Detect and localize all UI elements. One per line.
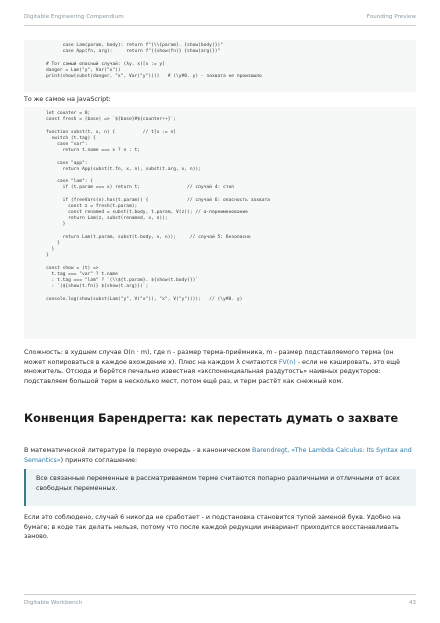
code-line: case "var":: [46, 141, 88, 147]
callout-text: Все связанные переменные в рассматриваемом терме считаются попарно различными и отличными от всех свободных переменных.: [36, 475, 400, 492]
code-line: case Lam(param, body): return f"(\\{param}. {show(body)})": [46, 43, 224, 48]
closing-paragraph: Если это соблюдено, случай 6 никогда не сработает - и подстановка становится тупой заменой букв. Удобно на бумаге; в коде так делать нельзя, потому что после каждой редукции инвариант приходится восстанавливать заново.: [24, 514, 401, 541]
code-line: const renamed = subst(t.body, t.param, V(z)); // α-переименование: [46, 210, 248, 215]
code-line: const fresh = (base) => `${base}#${counter++}`;: [46, 117, 176, 123]
barendregt-link[interactable]: Barendregt, «The Lambda Calculus: Its Syntax and Semantics»: [24, 447, 412, 464]
page-footer: [24, 600, 416, 606]
python-code-block: [24, 40, 416, 92]
code-line: return Lam(t.param, subst(t.body, x, n)); // случай 5: безопасно: [46, 234, 251, 240]
section-heading: Конвенция Барендрегта: как перестать думать о захвате: [24, 412, 399, 425]
code-line: case "lam": {: [46, 179, 94, 185]
code-line: switch (t.tag) {: [46, 135, 96, 141]
complexity-text-b: - если не кэшировать, это ещё множитель. Отсюда и берётся печально известная «экспоненциальная раздутость» наивных редукторов: подставляем большой терм в несколько мест, потом ещё раз, и терм растёт как снежный ком.: [24, 358, 401, 385]
code-line: if (t.param === x) return t; // случай 4: стоп: [46, 185, 235, 191]
code-line: console.log(show(subst(Lam("y", V("x")), "x", V("y")))); // (\y#0. y): [46, 296, 243, 302]
convention-text-b: ) принято соглашение:: [60, 456, 138, 464]
code-line: }: [46, 240, 60, 246]
convention-text-a: В математической литературе (в первую очередь - в каноническом: [24, 447, 253, 454]
convention-callout: [24, 469, 416, 506]
code-line: return Lam(z, subst(renamed, x, n));: [46, 216, 168, 222]
code-line: danger = Lam("y", Var("x")): [46, 67, 121, 73]
header-divider: [24, 25, 416, 26]
code-line: return t.name === x ? n : t;: [46, 148, 141, 154]
code-line: case App(fn, arg): return f"({show(fn)} {show(arg)})": [46, 49, 221, 55]
convention-paragraph: [24, 446, 416, 465]
code-line: : `(${show(t.fn)} ${show(t.arg)})`;: [46, 284, 149, 290]
code-line: }: [46, 253, 49, 259]
code-line: const z = fresh(t.param);: [46, 203, 138, 209]
javascript-code-block: [24, 107, 416, 339]
footer-left: Digitable Workbench: [24, 600, 83, 606]
code-line: }: [46, 247, 55, 253]
code-line: function subst(t, x, n) { // t[x := n]: [46, 129, 176, 135]
header-right: Founding Preview: [366, 14, 416, 20]
code-line: const show = (t) =>: [46, 265, 99, 271]
code-line: return App(subst(t.fn, x, n), subst(t.arg, x, n));: [46, 166, 201, 172]
code-line: let counter = 0;: [46, 111, 91, 116]
header-left: Digitable Engineering Compendium: [24, 14, 124, 20]
code-line: # Тот самый опасный случай: (λy. x)[x := y]: [46, 61, 165, 67]
code-line: if (freeVars(n).has(t.param)) { // случай 6: опасность захвата: [46, 197, 271, 203]
footer-divider: [24, 594, 416, 595]
code-line: print(show(subst(danger, "x", Var("y")))) # (\y#0. y) - захвата не произошло: [46, 73, 262, 79]
code-line: }: [46, 222, 66, 228]
js-intro: То же самое на JavaScript:: [24, 96, 111, 103]
complexity-text-a: Сложность: в худшем случае O(n · m), где n - размер терма-приёмника, m - размер подставляемого терма (он может копироваться в каждое вхождение x). Плюс на каждом λ считаются: [24, 349, 394, 366]
code-line: case "app":: [46, 160, 88, 166]
complexity-paragraph: [24, 348, 416, 386]
fv-inline-code: FV(n): [278, 358, 296, 366]
code-line: t.tag === "var" ? t.name: [46, 271, 118, 277]
code-line: : t.tag === "lam" ? `(\\${t.param}. ${show(t.body)})`: [46, 278, 199, 284]
page-number: 43: [408, 600, 416, 606]
